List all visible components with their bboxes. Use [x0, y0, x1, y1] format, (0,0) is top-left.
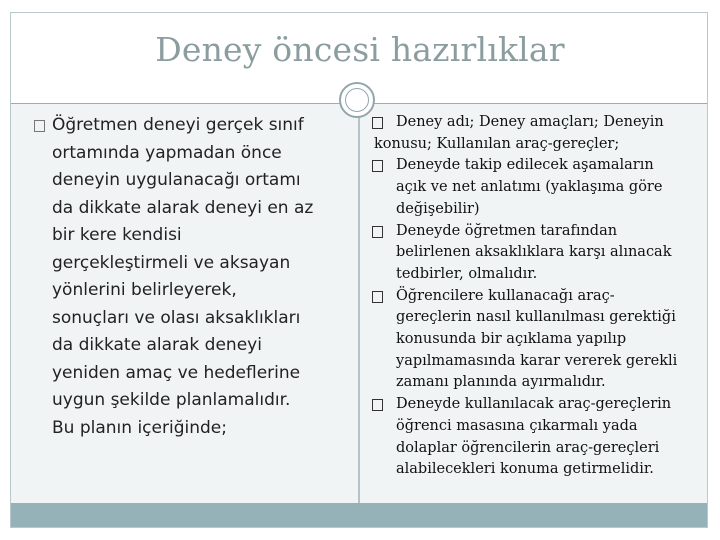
right-line: tedbirler, olmalıdır. [396, 265, 538, 282]
checkbox-bullet-icon [34, 120, 45, 132]
right-line: konusu; Kullanılan araç-gereçler; [374, 135, 620, 152]
right-line: Deneyde öğretmen tarafından [396, 222, 618, 239]
left-line: ortamında yapmadan önce [52, 142, 282, 163]
right-line: yapılmamasında karar vererek gerekli [396, 352, 678, 369]
right-line: Deneyde kullanılacak araç-gereçlerin [396, 396, 672, 413]
right-bullet-item [372, 394, 702, 481]
left-line: da dikkate alarak deneyi [52, 335, 262, 355]
right-bullet-item [372, 112, 702, 155]
checkbox-bullet-icon [372, 160, 383, 172]
right-column [372, 112, 702, 481]
left-line: sonuçları ve olası aksaklıkları [52, 307, 301, 328]
left-line: da dikkate alarak deneyi en az [52, 197, 314, 218]
checkbox-bullet-icon [372, 399, 383, 411]
right-line: zamanı planında ayırmalıdır. [396, 374, 606, 391]
divider-circle-ornament [339, 82, 375, 118]
right-line: gereçlerin nasıl kullanılması gerektiği [396, 309, 676, 326]
right-line: öğrenci masasına çıkarmalı yada [396, 417, 638, 434]
left-bullet [34, 112, 334, 140]
right-line: değişebilir) [396, 200, 480, 217]
left-line: gerçekleştirmeli ve aksayan [52, 252, 291, 273]
left-line: uygun şekilde planlamalıdır. [52, 390, 291, 410]
right-line: Deneyde takip edilecek aşamaların [396, 157, 654, 174]
right-line: Öğrencilere kullanacağı araç- [396, 287, 615, 304]
checkbox-bullet-icon [372, 291, 383, 303]
left-line: deneyin uygulanacağı ortamı [52, 170, 301, 190]
left-line: yeniden amaç ve hedeflerine [52, 362, 301, 383]
right-line: konusunda bir açıklama yapılıp [396, 331, 627, 348]
checkbox-bullet-icon [372, 226, 383, 238]
left-line: Öğretmen deneyi gerçek sınıf [52, 115, 304, 135]
left-line: yönlerini belirleyerek, [52, 280, 237, 300]
left-column [34, 112, 334, 442]
slide-title: Deney öncesi hazırlıklar [155, 30, 565, 69]
right-line: Deney adı; Deney amaçları; Deneyin [396, 114, 664, 130]
right-line: belirlenen aksaklıklara karşı alınacak [396, 244, 672, 261]
right-bullet-item [372, 286, 702, 395]
left-line: bir kere kendisi [52, 225, 182, 245]
right-line: açık ve net anlatımı (yaklaşıma göre [396, 179, 663, 196]
right-bullet-item [372, 221, 702, 286]
right-line: dolaplar öğrencilerin araç-gereçleri [396, 439, 660, 456]
column-divider [358, 103, 360, 503]
right-bullet-item [372, 155, 702, 220]
right-line: alabilecekleri konuma getirmelidir. [396, 461, 654, 478]
footer-bar [11, 503, 707, 527]
checkbox-bullet-icon [372, 117, 383, 129]
left-line: Bu planın içeriğinde; [52, 417, 227, 438]
